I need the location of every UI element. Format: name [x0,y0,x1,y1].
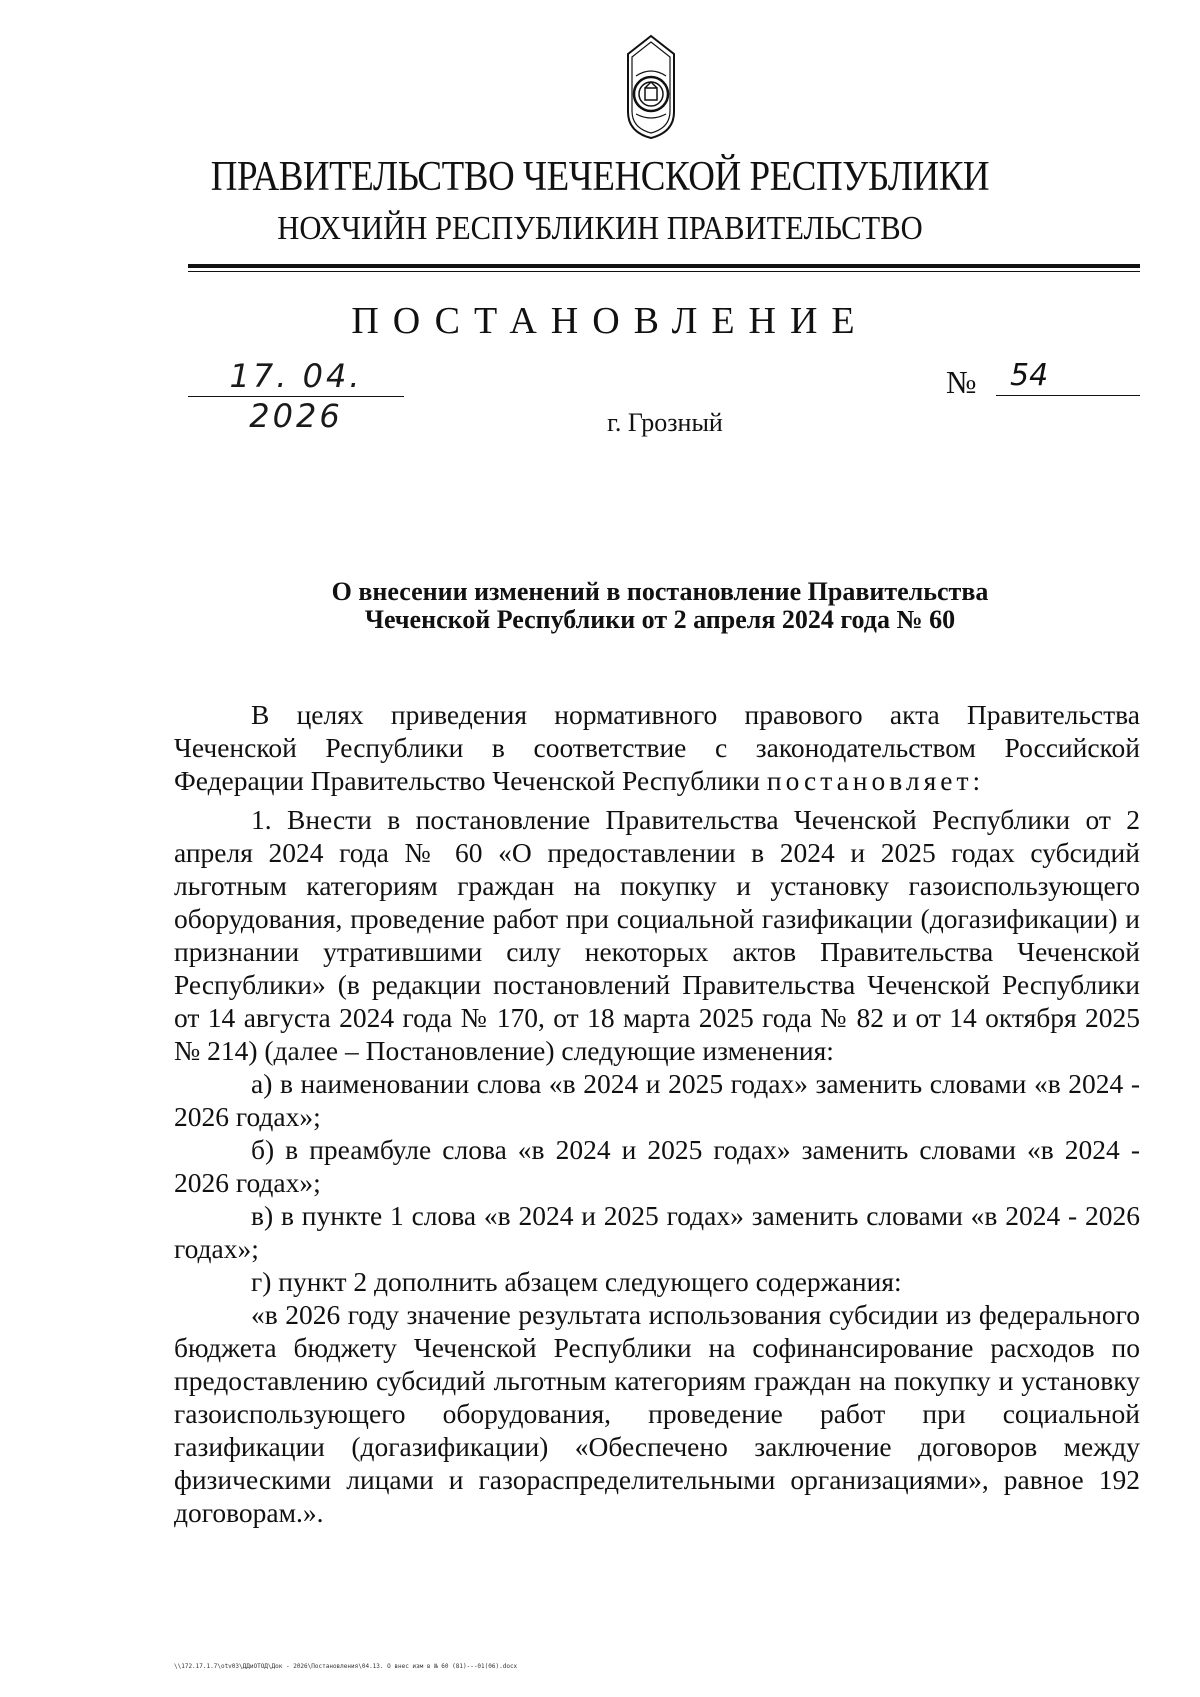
preamble-text: В целях приведения нормативного правового акта Правительства Чеченской Республики в соответствие с законодательством Российской Федерации Правительство Чеченской Республики [174,699,1140,796]
preamble-paragraph [174,698,1140,797]
quoted-paragraph: «в 2026 году значение результата использования субсидии из федерального бюджета бюджету Чеченской Республики на софинансирование расходов по предоставлению субсидий льготным категориям граждан на покупку и установку газоиспользующего оборудования, проведение работ при социальной газификации (догазификации) «Обеспечено заключение договоров между физическими лицами и газораспределительными организациями», равное 192 договорам.». [174,1299,1140,1528]
header-rule-thick [188,264,1140,268]
number-label: № [946,364,977,400]
file-path-footer: \\172.17.1.7\otv03\ДДиОТОД\Док - 2026\Постановления\04.13. О внес изм в № 60 (81)---01(06).docx [174,1663,518,1670]
item-c: в) в пункте 1 слова «в 2024 и 2025 годах» заменить словами «в 2024 - 2026 годах»; [174,1200,1140,1264]
document-title [180,578,1140,634]
decree-word: постановляет: [766,765,985,796]
item-1: 1. Внести в постановление Правительства Чеченской Республики от 2 апреля 2024 года № 60 «О предоставлении в 2024 и 2025 годах субсидий льготным категориям граждан на покупку и установку газоиспользующего оборудования, проведение работ при социальной газификации (догазификации) и признании утратившими силу некоторых актов Правительства Чеченской Республики» (в редакции постановлений Правительства Чеченской Республики от 14 августа 2024 года № 170, от 18 марта 2025 года № 82 и от 14 октября 2025 № 214) (далее – Постановление) следующие изменения: [174,804,1140,1066]
item-b: б) в преамбуле слова «в 2024 и 2025 годах» заменить словами «в 2024 - 2026 годах»; [174,1134,1140,1198]
item-a: а) в наименовании слова «в 2024 и 2025 годах» заменить словами «в 2024 - 2026 годах»; [174,1068,1140,1132]
header-rule-thin [188,271,1140,272]
coat-of-arms-emblem [620,32,682,140]
document-number: 54 [996,356,1140,396]
title-line-2: Чеченской Республики от 2 апреля 2024 года № 60 [364,605,956,634]
city: г. Грозный [607,408,723,437]
title-line-1: О внесении изменений в постановление Правительства [331,577,989,606]
document-type: ПОСТАНОВЛЕНИЕ [351,300,869,342]
organization-name-ru: ПРАВИТЕЛЬСТВО ЧЕЧЕНСКОЙ РЕСПУБЛИКИ [210,154,990,200]
document-date: 17. 04. 2026 [188,356,404,397]
organization-name-ce: НОХЧИЙН РЕСПУБЛИКИН ПРАВИТЕЛЬСТВО [277,210,923,247]
item-d: г) пункт 2 дополнить абзацем следующего содержания: [251,1266,902,1297]
document-body [174,698,1140,1529]
